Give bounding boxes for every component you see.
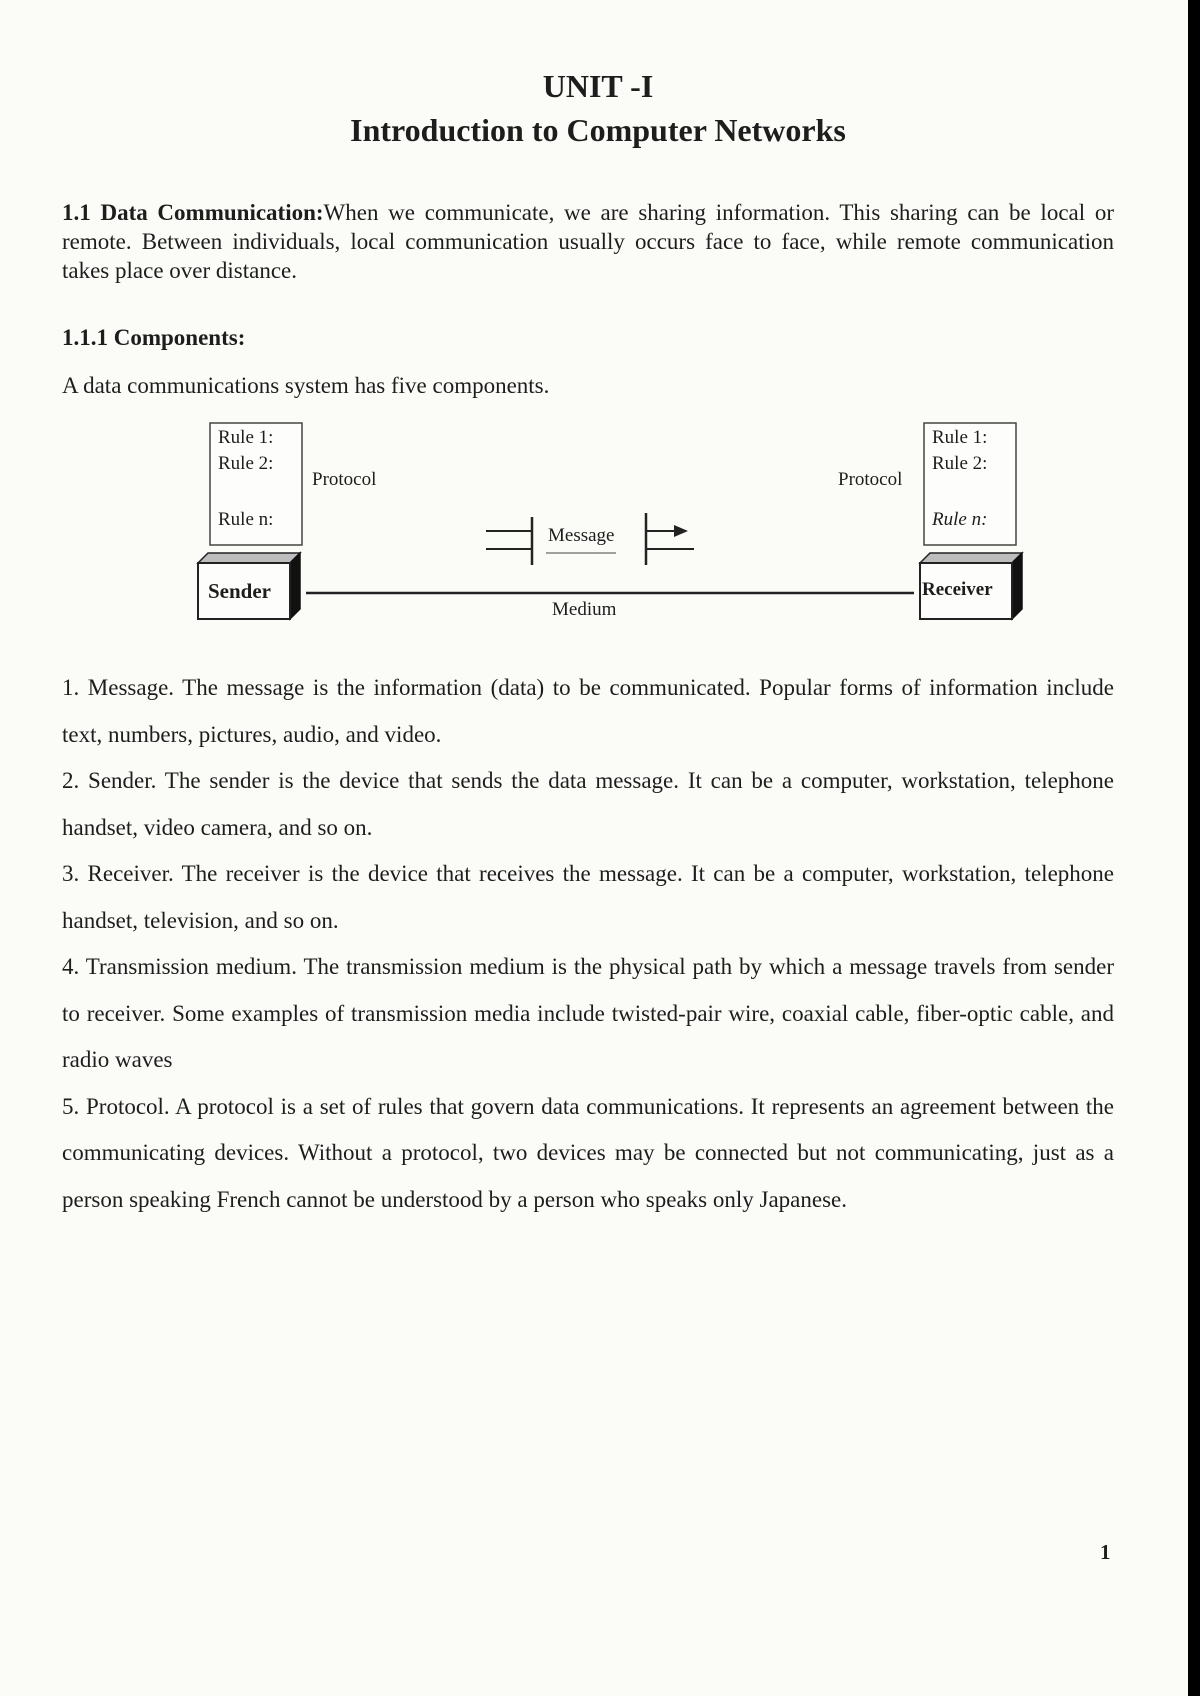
right-rule-2: Rule 2: — [932, 453, 988, 474]
components-list — [62, 665, 1114, 1223]
section-1-1-heading: 1.1 Data Communication: — [62, 200, 324, 225]
unit-title: UNIT -I — [542, 68, 654, 104]
page-number: 1 — [1100, 1540, 1111, 1564]
title-block — [82, 64, 1114, 152]
section-1-1 — [62, 198, 1114, 285]
components-lead: A data communications system has five components. — [62, 373, 550, 398]
medium-label: Medium — [552, 599, 617, 620]
component-protocol: 5. Protocol. A protocol is a set of rules that govern data communications. It represents an agreement between the communicating devices. Without a protocol, two devices may be connected but not communicating, just as a person speaking French cannot be understood by a person who speaks only Japanese. — [62, 1093, 1114, 1212]
page-edge-bar — [1188, 0, 1200, 1696]
component-message: 1. Message. The message is the information (data) to be communicated. Popular forms of information include text, numbers, pictures, audio, and video. — [62, 675, 1114, 747]
chapter-title: Introduction to Computer Networks — [350, 112, 846, 148]
section-1-1-text: When we communicate, we are sharing information. This sharing can be local or remote. Between individuals, local communication usually occurs face to face, while remote communication takes place over distance. — [62, 200, 1114, 283]
right-protocol-label: Protocol — [838, 469, 903, 490]
message-arrow-right — [646, 513, 694, 565]
document-page — [62, 64, 1114, 1223]
receiver-label: Receiver — [922, 579, 993, 600]
sender-label: Sender — [208, 579, 271, 603]
components-diagram — [62, 413, 1114, 643]
left-rule-1: Rule 1: — [218, 427, 274, 448]
left-protocol-label: Protocol — [312, 469, 377, 490]
right-rule-n: Rule n: — [932, 509, 988, 530]
message-bracket-left — [486, 517, 532, 565]
right-rule-1: Rule 1: — [932, 427, 988, 448]
component-sender: 2. Sender. The sender is the device that sends the data message. It can be a computer, workstation, telephone handset, video camera, and so on. — [62, 768, 1114, 840]
message-label: Message — [548, 525, 615, 546]
section-1-1-1-heading: 1.1.1 Components: — [62, 325, 246, 350]
component-transmission-medium: 4. Transmission medium. The transmission medium is the physical path by which a message travels from sender to receiver. Some examples of transmission media include twisted-pair wire, coaxial cable, fiber-optic cable, and radio waves — [62, 954, 1114, 1072]
component-receiver: 3. Receiver. The receiver is the device that receives the message. It can be a computer, workstation, telephone handset, television, and so on. — [62, 861, 1114, 933]
left-rule-2: Rule 2: — [218, 453, 274, 474]
left-rule-n: Rule n: — [218, 509, 274, 530]
